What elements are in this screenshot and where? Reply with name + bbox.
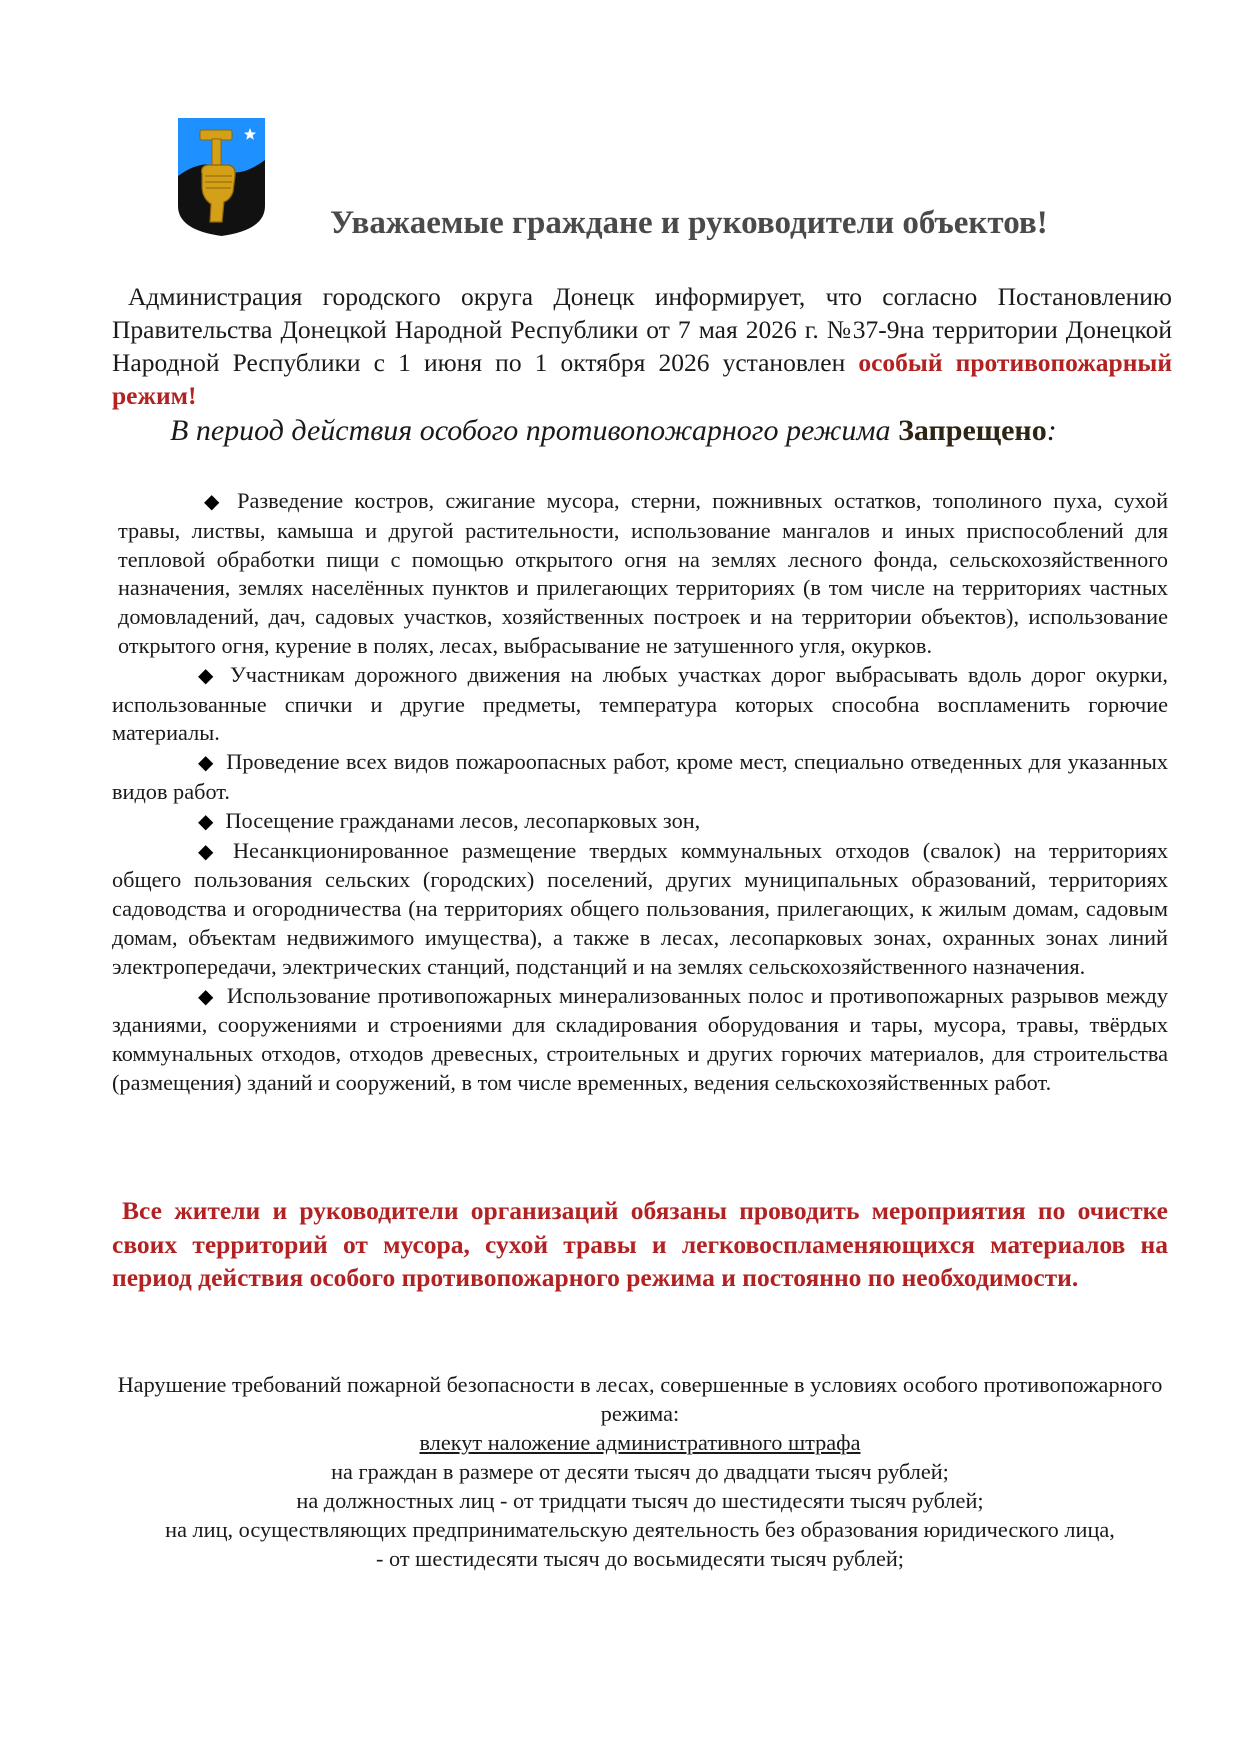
- diamond-bullet-icon: ◆: [204, 491, 226, 513]
- list-item: ◆ Проведение всех видов пожароопасных работ, кроме мест, специально отведенных для указанных видов работ.: [112, 749, 1168, 804]
- fines-underlined: влекут наложение административного штрафа: [419, 1430, 861, 1455]
- diamond-bullet-icon: ◆: [198, 752, 215, 775]
- diamond-bullet-icon: ◆: [198, 810, 214, 833]
- page-title: Уважаемые граждане и руководители объектов!: [330, 205, 1048, 241]
- list-item: ◆ Посещение гражданами лесов, лесопарковых зон,: [198, 807, 701, 833]
- ban-heading: [170, 414, 1170, 448]
- intro-text: Администрация городского округа Донецк информирует, что согласно Постановлению Правительства Донецкой Народной Республики от 7 мая 2026 г. №37-9на территории Донецкой Народной Республики с 1 июня по 1 октября 2026 установлен: [112, 282, 1172, 377]
- fine-entrepreneurs-amount: - от шестидесяти тысяч до восьмидесяти тысяч рублей;: [376, 1546, 904, 1571]
- intro-highlight: особый противопожарный режим!: [112, 348, 1173, 410]
- prohibitions-list: [112, 487, 1168, 1098]
- intro-paragraph: [112, 280, 1172, 412]
- obligation-paragraph: Все жители и руководители организаций обязаны проводить мероприятия по очистке своих территорий от мусора, сухой травы и легковоспламеняющихся материалов на период действия особого противопожарного режима и постоянно по необходимости.: [112, 1196, 1168, 1292]
- diamond-bullet-icon: ◆: [198, 985, 215, 1008]
- fine-officials: на должностных лиц - от тридцати тысяч до шестидесяти тысяч рублей;: [296, 1488, 984, 1513]
- list-item: ◆ Использование противопожарных минерализованных полос и противопожарных разрывов между зданиями, сооружениями и строениями для складирования оборудования и тары, мусора, травы, твёрдых коммунальных отходов, отходов древесных, строительных и других горючих материалов, для строительства (размещения) зданий и сооружений, в том числе временных, ведения сельскохозяйственных работ.: [112, 982, 1168, 1095]
- diamond-bullet-icon: ◆: [198, 664, 218, 687]
- fine-citizens: на граждан в размере от десяти тысяч до двадцати тысяч рублей;: [331, 1459, 949, 1484]
- list-item: ◆ Участникам дорожного движения на любых участках дорог выбрасывать вдоль дорог окурки, использованные спички и другие предметы, температура которых способна воспламенить горючие материалы.: [112, 661, 1168, 746]
- ban-heading-italic: В период действия особого противопожарного режима: [170, 414, 899, 447]
- diamond-bullet-icon: ◆: [198, 840, 221, 863]
- donetsk-coat-of-arms-icon: [178, 118, 265, 236]
- ban-heading-suffix: :: [1046, 414, 1057, 447]
- fines-section: [100, 1370, 1180, 1573]
- list-item: ◆ Разведение костров, сжигание мусора, стерни, пожнивных остатков, тополиного пуха, сухой травы, листвы, камыша и другой растительности, использование мангалов и иных приспособлений для тепловой обработки пищи с помощью открытого огня на землях лесного фонда, сельскохозяйственного назначения, землях населённых пунктов и прилегающих территориях (в том числе на территориях частных домовладений, дач, садовых участков, хозяйственных построек и на территории объектов), использование открытого огня, курение в полях, лесах, выбрасывание не затушенного угля, окурков.: [118, 488, 1168, 658]
- ban-heading-strong: Запрещено: [898, 414, 1047, 447]
- list-item: ◆ Несанкционированное размещение твердых коммунальных отходов (свалок) на территориях общего пользования сельских (городских) поселений, других муниципальных образований, территориях садоводства и огородничества (на территориях общего пользования, прилегающих, к жилым домам, садовым домам, объектам недвижимого имущества), а также в лесах, лесопарковых зонах, охранных зонах линий электропередачи, электрических станций, подстанций и на землях сельскохозяйственного назначения.: [112, 837, 1168, 979]
- fine-entrepreneurs: на лиц, осуществляющих предпринимательскую деятельность без образования юридического лица,: [165, 1517, 1115, 1542]
- fines-intro: Нарушение требований пожарной безопасности в лесах, совершенные в условиях особого противопожарного режима:: [117, 1372, 1163, 1426]
